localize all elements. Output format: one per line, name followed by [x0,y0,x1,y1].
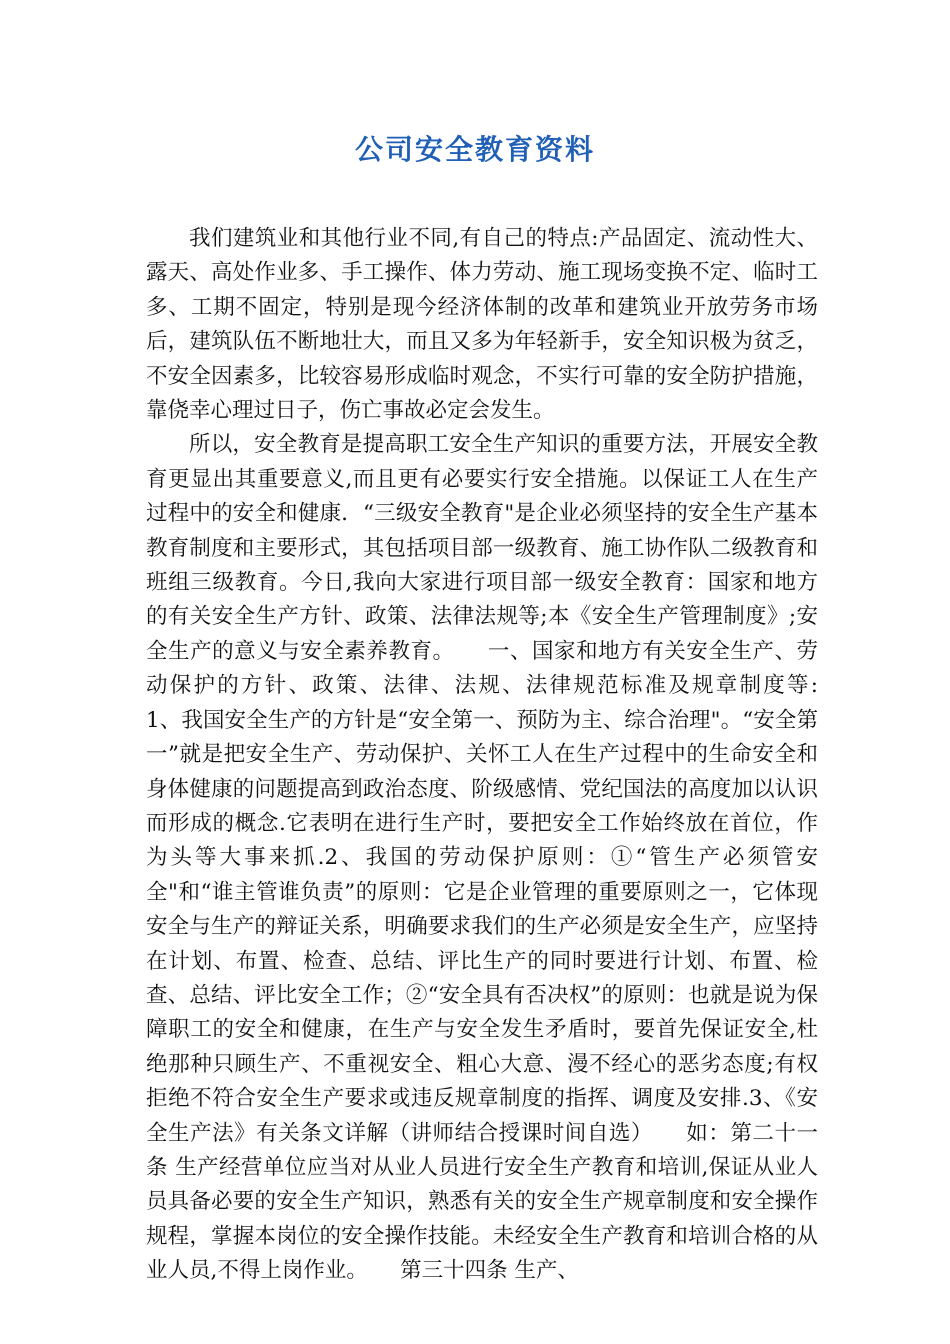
paragraph-2: 所以，安全教育是提高职工安全生产知识的重要方法，开展安全教育更显出其重要意义,而且更有必要实行安全措施。以保证工人在生产过程中的安全和健康．“三级安全教育"是企业必须坚持的安全生产基本教育制度和主要形式，其包括项目部一级教育、施工协作队二级教育和班组三级教育。今日,我向大家进行项目部一级安全教育：国家和地方的有关安全生产方针、政策、法律法规等;本《安全生产管理制度》;安全生产的意义与安全素养教育。 一、国家和地方有关安全生产、劳动保护的方针、政策、法律、法规、法律规范标准及规章制度等: 1、我国安全生产的方针是“安全第一、预防为主、综合治理"。“安全第一”就是把安全生产、劳动保护、关怀工人在生产过程中的生命安全和身体健康的问题提高到政治态度、阶级感情、党纪国法的高度加以认识而形成的概念.它表明在进行生产时，要把安全工作始终放在首位，作为头等大事来抓.2、我国的劳动保护原则：①“管生产必须管安全"和“谁主管谁负责”的原则：它是企业管理的重要原则之一，它体现安全与生产的辩证关系，明确要求我们的生产必须是安全生产，应坚持在计划、布置、检查、总结、评比生产的同时要进行计划、布置、检查、总结、评比安全工作；②“安全具有否决权”的原则：也就是说为保障职工的安全和健康，在生产与安全发生矛盾时，要首先保证安全,杜绝那种只顾生产、不重视安全、粗心大意、漫不经心的恶劣态度;有权拒绝不符合安全生产要求或违反规章制度的指挥、调度及安排.3、《安全生产法》有关条文详解（讲师结合授课时间自选） 如：第二十一条 生产经营单位应当对从业人员进行安全生产教育和培训,保证从业人员具备必要的安全生产知识，熟悉有关的安全生产规章制度和安全操作规程，掌握本岗位的安全操作技能。未经安全生产教育和培训合格的从业人员,不得上岗作业。 第三十四条 生产、 [146,432,883,1284]
document-title: 公司安全教育资料 [354,133,595,166]
document-body [146,222,883,1289]
paragraph-1: 我们建筑业和其他行业不同,有自己的特点:产品固定、流动性大、露天、高处作业多、手工操作、体力劳动、施工现场变换不定、临时工多、工期不固定，特别是现今经济体制的改革和建筑业开放劳务市场后，建筑队伍不断地壮大，而且又多为年轻新手，安全知识极为贫乏，不安全因素多，比较容易形成临时观念，不实行可靠的安全防护措施，靠侥幸心理过日子，伤亡事故必定会发生。 [146,226,818,424]
